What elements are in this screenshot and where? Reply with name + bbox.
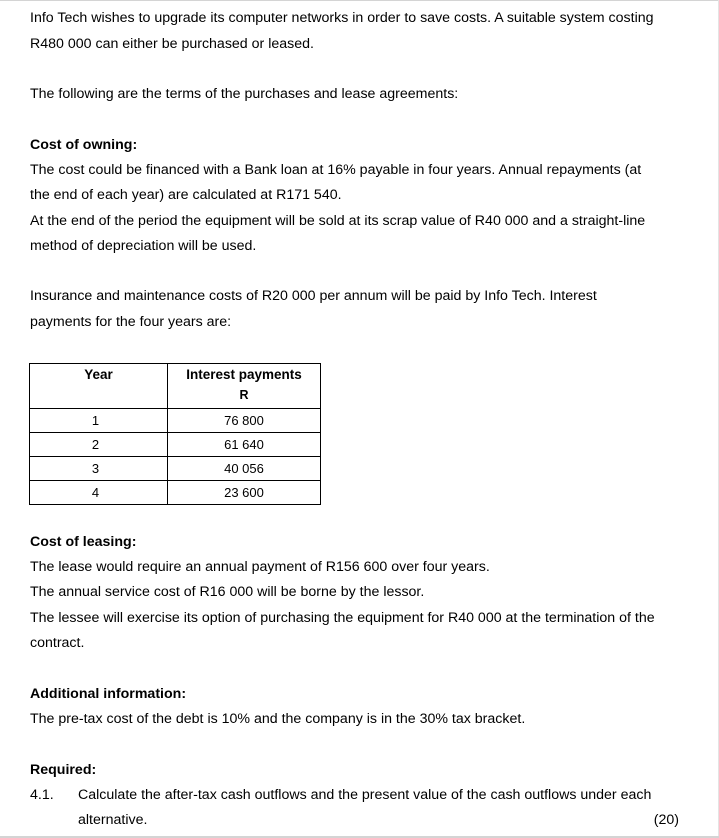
- owning-line-5: Insurance and maintenance costs of R20 000 per annum will be paid by Info Tech. Interest: [30, 288, 597, 304]
- leasing-line-3: The lessee will exercise its option of purchasing the equipment for R40 000 at the termination of the: [30, 610, 655, 626]
- table-row: [30, 409, 321, 433]
- interest-header: Interest payments: [186, 367, 302, 382]
- owning-line-3: At the end of the period the equipment will be sold at its scrap value of R40 000 and a straight-line: [30, 213, 646, 229]
- amount-cell: 23 600: [168, 481, 321, 505]
- owning-line-4: method of depreciation will be used.: [30, 238, 257, 254]
- owning-line-1: The cost could be financed with a Bank loan at 16% payable in four years. Annual repayments (at: [30, 162, 642, 178]
- year-cell: 1: [30, 409, 168, 433]
- intro-line-2: R480 000 can either be purchased or leased.: [30, 36, 314, 52]
- intro-line-1: Info Tech wishes to upgrade its computer networks in order to save costs. A suitable system costing: [30, 10, 654, 26]
- year-cell: 2: [30, 433, 168, 457]
- year-cell: 3: [30, 457, 168, 481]
- question-number: 4.1.: [30, 787, 54, 803]
- currency-subheader: R: [239, 388, 249, 402]
- required-line-2: alternative.: [78, 812, 148, 828]
- top-divider: [0, 0, 719, 1]
- year-header-cell: [30, 364, 168, 409]
- amount-cell: 61 640: [168, 433, 321, 457]
- marks-label: (20): [653, 812, 679, 828]
- owning-line-6: payments for the four years are:: [30, 314, 232, 330]
- owning-line-2: the end of each year) are calculated at R171 540.: [30, 187, 342, 203]
- leasing-line-4: contract.: [30, 635, 85, 651]
- leasing-heading: Cost of leasing:: [30, 534, 137, 550]
- owning-heading: Cost of owning:: [30, 137, 138, 153]
- terms-intro: The following are the terms of the purchases and lease agreements:: [30, 86, 459, 102]
- year-header: Year: [84, 367, 113, 382]
- table-row: [30, 433, 321, 457]
- interest-payments-table: [29, 363, 321, 505]
- table-row: [30, 457, 321, 481]
- amount-cell: 40 056: [168, 457, 321, 481]
- table-header-row: [30, 364, 321, 409]
- table-row: [30, 481, 321, 505]
- required-line-1: Calculate the after-tax cash outflows and the present value of the cash outflows under each: [78, 787, 652, 803]
- additional-heading: Additional information:: [30, 686, 187, 702]
- leasing-line-2: The annual service cost of R16 000 will be borne by the lessor.: [30, 584, 425, 600]
- amount-cell: 76 800: [168, 409, 321, 433]
- year-cell: 4: [30, 481, 168, 505]
- required-heading: Required:: [30, 762, 97, 778]
- leasing-line-1: The lease would require an annual payment of R156 600 over four years.: [30, 559, 490, 575]
- additional-line-1: The pre-tax cost of the debt is 10% and the company is in the 30% tax bracket.: [30, 711, 526, 727]
- interest-header-cell: [168, 364, 321, 409]
